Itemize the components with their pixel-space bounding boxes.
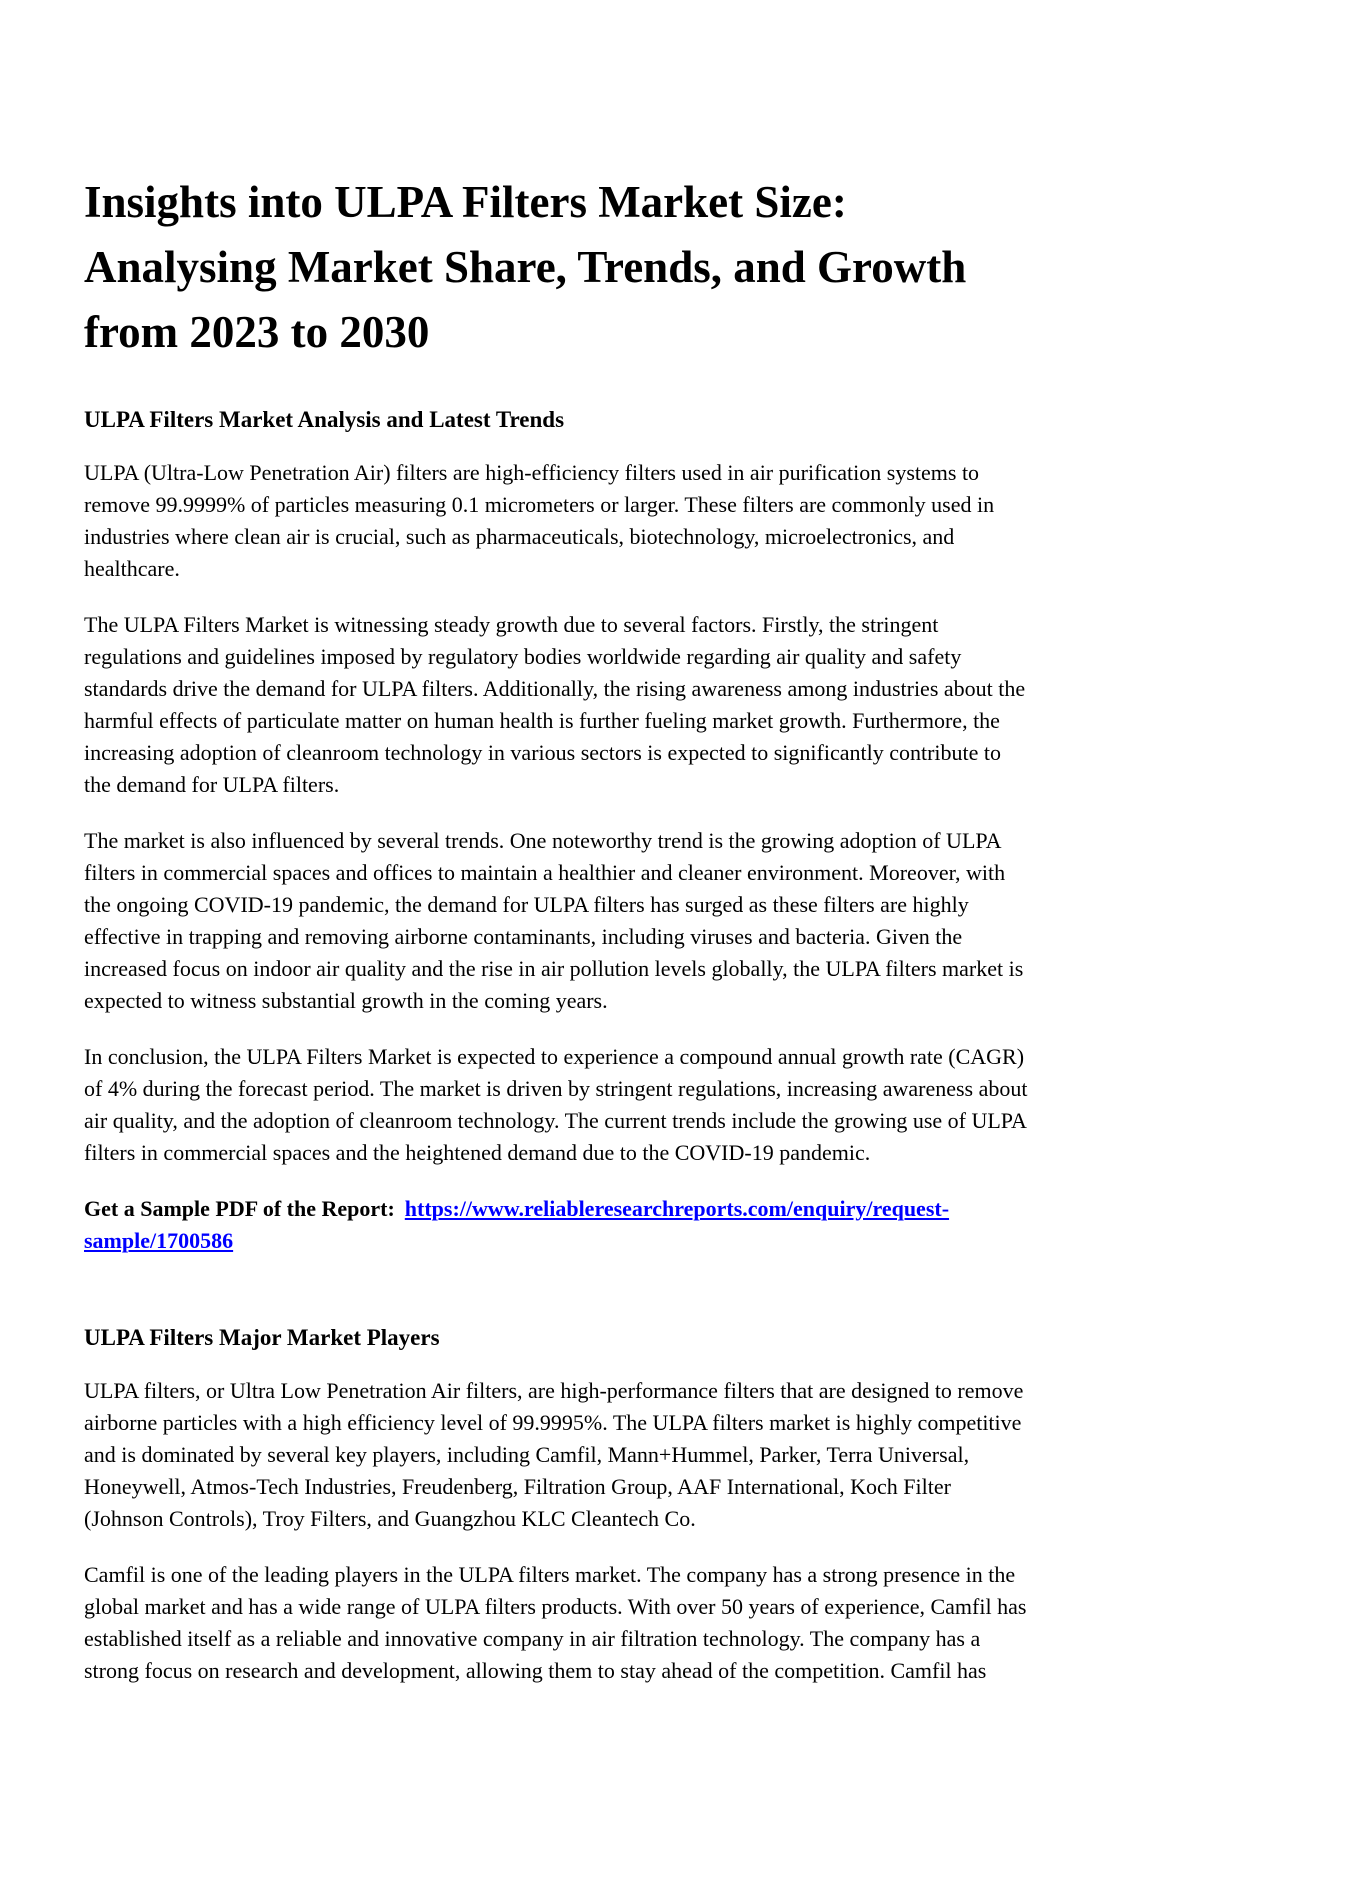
sample-report-cta [84,1193,1032,1257]
sample-report-label: Get a Sample PDF of the Report: [84,1196,395,1221]
paragraph-key-players: ULPA filters, or Ultra Low Penetration Air filters, are high-performance filters that are designed to remove airborne particles with a high efficiency level of 99.9995%. The ULPA filters market is highly competitive and is dominated by several key players, including Camfil, Mann+Hummel, Parker, Terra Universal, Honeywell, Atmos-Tech Industries, Freudenberg, Filtration Group, AAF International, Koch Filter (Johnson Controls), Troy Filters, and Guangzhou KLC Cleantech Co. [84,1378,1024,1531]
paragraph-ulpa-definition: ULPA (Ultra-Low Penetration Air) filters are high-efficiency filters used in air purification systems to remove 99.9999% of particles measuring 0.1 micrometers or larger. These filters are commonly used in industries where clean air is crucial, such as pharmaceuticals, biotechnology, microelectronics, and healthcare. [84,460,995,581]
paragraph-market-trends: The market is also influenced by several trends. One noteworthy trend is the growing adoption of ULPA filters in commercial spaces and offices to maintain a healthier and cleaner environment. Moreover, with the ongoing COVID-19 pandemic, the demand for ULPA filters has surged as these filters are highly effective in trapping and removing airborne contaminants, including viruses and bacteria. Given the increased focus on indoor air quality and the rise in air pollution levels globally, the ULPA filters market is expected to witness substantial growth in the coming years. [84,828,1024,1013]
section-heading-major-market-players: ULPA Filters Major Market Players [84,1325,440,1350]
paragraph-market-growth-factors: The ULPA Filters Market is witnessing steady growth due to several factors. Firstly, the stringent regulations and guidelines imposed by regulatory bodies worldwide regarding air quality and safety standards drive the demand for ULPA filters. Additionally, the rising awareness among industries about the harmful effects of particulate matter on human health is further fueling market growth. Furthermore, the increasing adoption of cleanroom technology in various sectors is expected to significantly contribute to the demand for ULPA filters. [84,612,1026,797]
paragraph-conclusion-cagr: In conclusion, the ULPA Filters Market is expected to experience a compound annual growth rate (CAGR) of 4% during the forecast period. The market is driven by stringent regulations, increasing awareness about air quality, and the adoption of cleanroom technology. The current trends include the growing use of ULPA filters in commercial spaces and the heightened demand due to the COVID-19 pandemic. [84,1044,1028,1165]
sample-report-link[interactable]: https://www.reliableresearchreports.com/enquiry/request-sample/1700586 [84,1196,950,1253]
paragraph-camfil-profile: Camfil is one of the leading players in the ULPA filters market. The company has a strong presence in the global market and has a wide range of ULPA filters products. With over 50 years of experience, Camfil has established itself as a reliable and innovative company in air filtration technology. The company has a strong focus on research and development, allowing them to stay ahead of the competition. Camfil has [84,1562,1027,1683]
page-title: Insights into ULPA Filters Market Size: Analysing Market Share, Trends, and Growth from 2023 to 2030 [84,177,967,357]
section-heading-market-analysis: ULPA Filters Market Analysis and Latest Trends [84,407,565,432]
